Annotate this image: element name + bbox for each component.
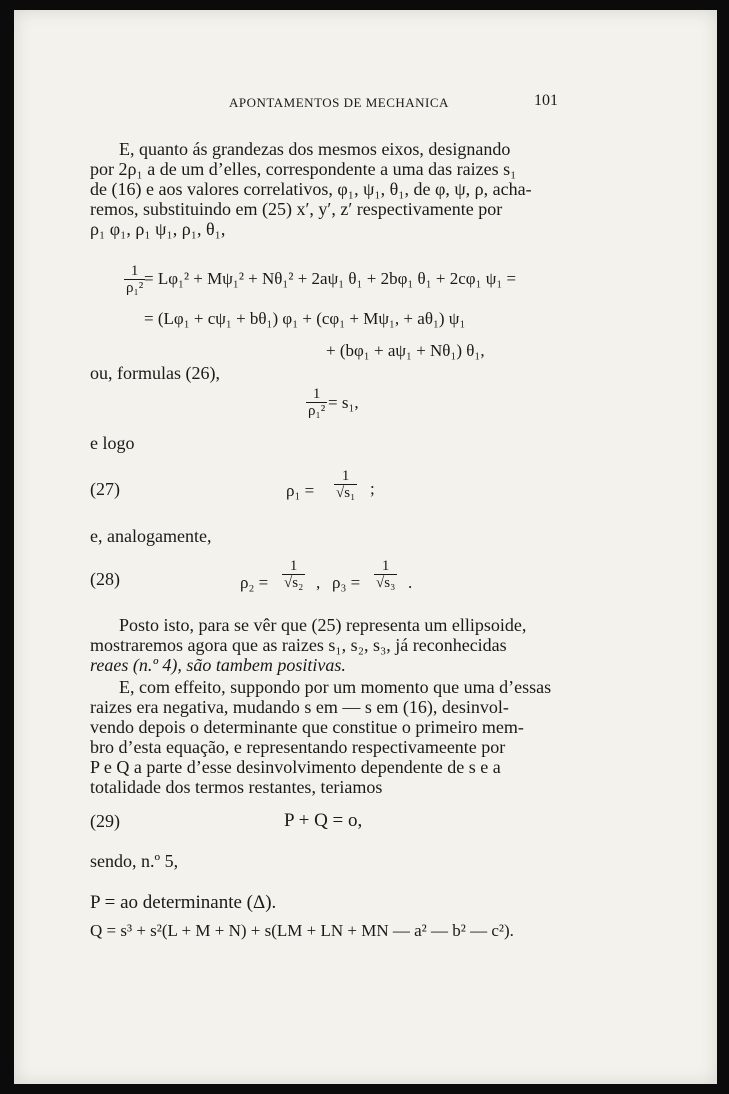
- eq-s1-num: 1: [312, 386, 321, 402]
- para3-line1: E, com effeito, suppondo por um momento que uma d’essas: [119, 677, 552, 697]
- eq-s1-den: ρ₁²: [308, 403, 326, 419]
- eq27-lhs: ρ₁ =: [286, 481, 315, 500]
- eq28-num2: 1: [289, 558, 298, 574]
- eq-s1-rhs: = s₁,: [328, 393, 359, 412]
- text-analog: e, analogamente,: [90, 526, 212, 546]
- para2-line2: mostraremos agora que as raizes s₁, s₂, s₃, já reconhecidas: [90, 635, 507, 655]
- para3-line3: vendo depois o determinante que constitue o primeiro mem-: [90, 717, 524, 737]
- text-logo: e logo: [90, 433, 135, 453]
- para1-line3: de (16) e aos valores correlativos, φ₁, ψ₁, θ₁, de φ, ψ, ρ, acha-: [90, 179, 532, 199]
- eq28-num3: 1: [381, 558, 390, 574]
- eq-p: P = ao determinante (Δ).: [90, 892, 277, 913]
- running-header: APONTAMENTOS DE MECHANICA: [229, 95, 449, 110]
- eq-s1-fraction: [306, 386, 327, 419]
- para3-line2: raizes era negativa, mudando s em — s em (16), desinvol-: [90, 697, 509, 717]
- eq29-label: (29): [90, 811, 120, 831]
- eq28-lhs3: ρ₃ =: [332, 573, 361, 592]
- eq28-den2: √s₂: [284, 575, 304, 591]
- eq-main-line2: = (Lφ₁ + cψ₁ + bθ₁) φ₁ + (cφ₁ + Mψ₁, + aθ₁) ψ₁: [144, 309, 466, 328]
- eq-main-den: ρ₁²: [126, 280, 144, 296]
- eq27-fraction: [334, 468, 357, 501]
- text-formulas: ou, formulas (26),: [90, 363, 220, 383]
- eq27-den: √s₁: [336, 485, 356, 501]
- eq-main-num: 1: [130, 263, 139, 279]
- eq27-num: 1: [341, 468, 350, 484]
- eq27-label: (27): [90, 479, 120, 499]
- para2-line1: Posto isto, para se vêr que (25) representa um ellipsoide,: [119, 615, 527, 635]
- para1-line5: ρ₁ φ₁, ρ₁ ψ₁, ρ₁, θ₁,: [90, 219, 226, 239]
- eq28-sep: ,: [316, 573, 321, 592]
- eq27-tail: ;: [370, 479, 375, 498]
- text-sendo: sendo, n.º 5,: [90, 851, 179, 871]
- eq28-lhs2: ρ₂ =: [240, 573, 269, 592]
- para3-line4: bro d’esta equação, e representando respectivameente por: [90, 737, 506, 757]
- para1-line2: por 2ρ₁ a de um d’elles, correspondente a uma das raizes s₁: [90, 159, 517, 179]
- eq28-tail: .: [408, 573, 413, 592]
- eq28-fraction3: [374, 558, 397, 591]
- eq29-expr: P + Q = o,: [284, 810, 363, 831]
- eq-main-line3: + (bφ₁ + aψ₁ + Nθ₁) θ₁,: [326, 341, 485, 360]
- para3-line6: totalidade dos termos restantes, teriamos: [90, 777, 383, 797]
- para2-line3: reaes (n.º 4), são tambem positivas.: [90, 655, 346, 675]
- para1-line1: E, quanto ás grandezas dos mesmos eixos, designando: [119, 139, 511, 159]
- eq28-fraction2: [282, 558, 305, 591]
- book-page: [14, 10, 717, 1084]
- eq28-label: (28): [90, 569, 120, 589]
- eq-main-fraction: [124, 263, 145, 296]
- eq-main-line1: = Lφ₁² + Mψ₁² + Nθ₁² + 2aψ₁ θ₁ + 2bφ₁ θ₁ + 2cφ₁ ψ₁ =: [144, 269, 517, 288]
- eq-q: Q = s³ + s²(L + M + N) + s(LM + LN + MN — a² — b² — c²).: [90, 921, 514, 940]
- eq28-den3: √s₃: [376, 575, 396, 591]
- page-number: 101: [534, 92, 558, 109]
- para1-line4: remos, substituindo em (25) x′, y′, z′ respectivamente por: [90, 199, 503, 219]
- para3-line5: P e Q a parte d’esse desinvolvimento dependente de s e a: [90, 757, 501, 777]
